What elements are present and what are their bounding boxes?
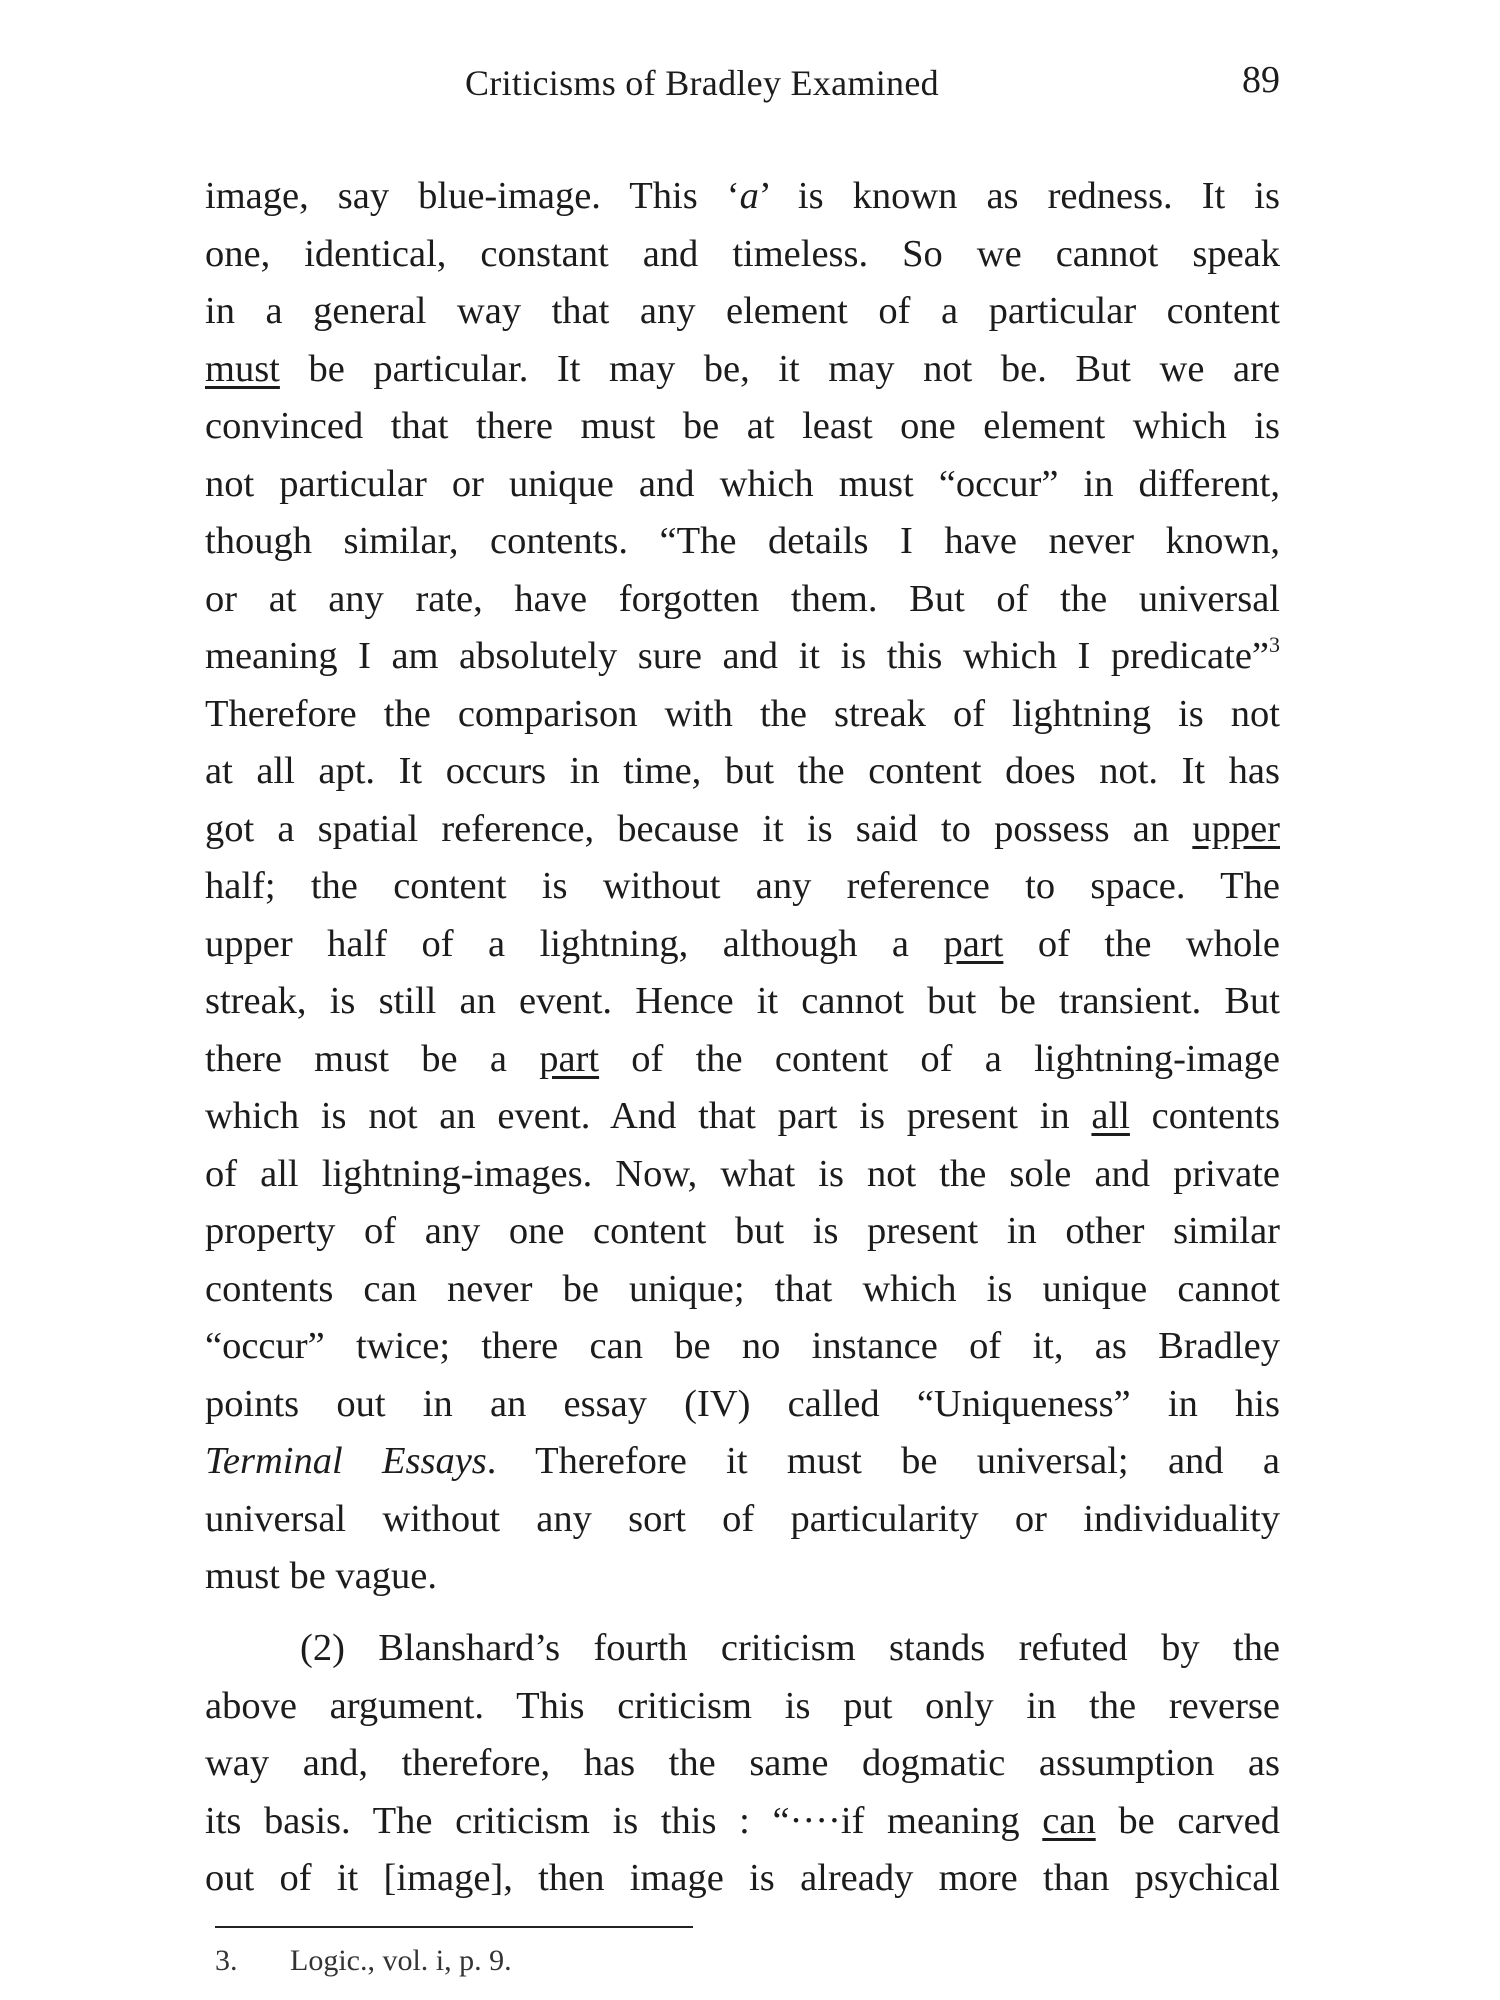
page-number: 89 bbox=[1242, 59, 1280, 101]
text-line: got a spatial reference, because it is said to possess an upper bbox=[205, 807, 1280, 850]
text-line: Terminal Essays. Therefore it must be universal; and a bbox=[205, 1440, 1280, 1482]
text-line: (2) Blanshard’s fourth criticism stands refuted by the bbox=[300, 1627, 1280, 1669]
text-line: streak, is still an event. Hence it cannot but be transient. But bbox=[205, 980, 1280, 1022]
underlined-word: part bbox=[943, 922, 1004, 965]
running-header bbox=[205, 59, 1280, 112]
underlined-word: must bbox=[205, 347, 280, 390]
text-line: or at any rate, have forgotten them. But of the universal bbox=[205, 577, 1280, 620]
text-line: there must be a part of the content of a lightning-image bbox=[205, 1037, 1280, 1080]
text-line: at all apt. It occurs in time, but the content does not. It has bbox=[205, 750, 1280, 792]
text-line: points out in an essay (IV) called “Uniqueness” in his bbox=[205, 1382, 1280, 1425]
text-line: convinced that there must be at least one element which is bbox=[205, 405, 1280, 447]
text-line: in a general way that any element of a particular content bbox=[205, 290, 1280, 332]
text-line: Therefore the comparison with the streak of lightning is not bbox=[205, 692, 1280, 735]
text-line: its basis. The criticism is this : “····if meaning can be carved bbox=[205, 1799, 1280, 1842]
underlined-word: all bbox=[1091, 1095, 1130, 1137]
text-line: above argument. This criticism is put only in the reverse bbox=[205, 1684, 1280, 1727]
text-line: “occur” twice; there can be no instance of it, as Bradley bbox=[205, 1325, 1280, 1367]
footnote bbox=[215, 1944, 512, 1978]
running-title: Criticisms of Bradley Examined bbox=[465, 63, 939, 103]
text-line: which is not an event. And that part is present in all contents bbox=[205, 1095, 1280, 1137]
text-line: property of any one content but is present in other similar bbox=[205, 1210, 1280, 1252]
italic-variable: a bbox=[739, 175, 759, 217]
underlined-word: part bbox=[539, 1037, 600, 1080]
text-line: upper half of a lightning, although a part of the whole bbox=[205, 922, 1281, 965]
paragraph-2 bbox=[205, 1620, 1280, 1908]
underlined-word: can bbox=[1042, 1799, 1096, 1842]
text-line: meaning I am absolutely sure and it is this which I predicate”$^3$ bbox=[205, 632, 1280, 677]
text-line: must be vague. bbox=[205, 1555, 438, 1597]
text-line: one, identical, constant and timeless. So we cannot speak bbox=[205, 232, 1280, 275]
text-line: of all lightning-images. Now, what is not the sole and private bbox=[205, 1152, 1280, 1195]
text-line: way and, therefore, has the same dogmatic assumption as bbox=[205, 1742, 1280, 1784]
text-line: universal without any sort of particularity or individuality bbox=[205, 1497, 1280, 1540]
underlined-word: upper bbox=[1192, 807, 1280, 850]
text-line: must be particular. It may be, it may not be. But we are bbox=[205, 347, 1280, 390]
paragraph-1 bbox=[205, 168, 1280, 1606]
text-line: though similar, contents. “The details I have never known, bbox=[205, 520, 1280, 562]
footnote-number: 3. bbox=[215, 1944, 238, 1977]
footnote-divider bbox=[215, 1926, 693, 1928]
text-line: not particular or unique and which must “occur” in different, bbox=[205, 462, 1280, 505]
footnote-text: Logic., vol. i, p. 9. bbox=[290, 1944, 512, 1977]
footnote-marker: 3 bbox=[1269, 632, 1280, 657]
text-line: half; the content is without any reference to space. The bbox=[205, 865, 1280, 907]
text-line: image, say blue-image. This ‘a’ is known as redness. It is bbox=[205, 175, 1280, 217]
italic-title: Terminal Essays bbox=[205, 1440, 487, 1482]
text-line: out of it [image], then image is already more than psychical bbox=[205, 1857, 1280, 1899]
text-line: contents can never be unique; that which is unique cannot bbox=[205, 1267, 1280, 1310]
